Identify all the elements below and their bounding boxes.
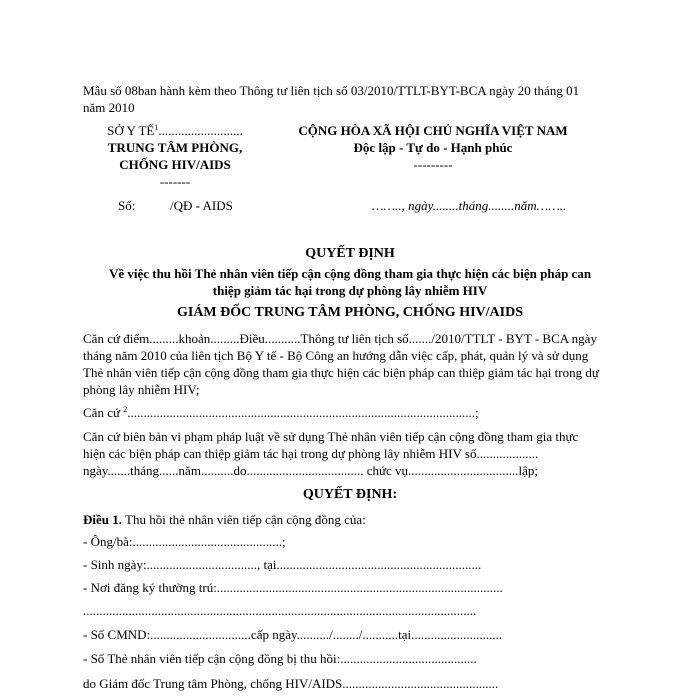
basis-2-blank: ...........................................................................................................; — [127, 405, 479, 420]
ministry-line — [90, 123, 260, 139]
issuing-authority: GIÁM ĐỐC TRUNG TÂM PHÒNG, CHỐNG HIV/AIDS — [176, 305, 523, 320]
article-1-text: Thu hồi thẻ nhân viên tiếp cận cộng đồng của: — [122, 512, 366, 527]
decision-subject-line-1: Về việc thu hồi Thẻ nhân viên tiếp cận cộng đồng tham gia thực hiện các biện pháp can — [108, 266, 592, 281]
field-full-name: - Ông/bà:..............................................; — [83, 534, 286, 549]
article-1-label: Điều 1. — [83, 512, 122, 527]
organization-line-1: TRUNG TÂM PHÒNG, — [107, 140, 243, 155]
field-revoked-card-number: - Số Thẻ nhân viên tiếp cận cộng đồng bị thu hồi:.......................................... — [83, 651, 477, 666]
national-motto: Độc lập - Tự do - Hạnh phúc — [353, 140, 513, 155]
document-number-label: Số: — [118, 198, 136, 213]
form-reference-line-1: Mẫu số 08ban hành kèm theo Thông tư liên tịch số 03/2010/TTLT-BYT-BCA ngày 20 tháng 01 — [83, 83, 580, 98]
field-residence-continuation: ......................................................................................................................... — [83, 603, 477, 618]
form-reference-line-2: năm 2010 — [83, 100, 135, 115]
decision-title: QUYẾT ĐỊNH — [305, 246, 395, 261]
basis-paragraph-1-line-2: tháng năm 2010 của liên tịch Bộ Y tế - Bộ Công an hướng dẫn việc cấp, phát, quản lý và sử dụng — [83, 348, 589, 363]
basis-paragraph-3-line-1: Căn cứ biên bản vi phạm pháp luật về sử dụng Thẻ nhân viên tiếp cận cộng đồng tham gia thực — [83, 429, 579, 444]
basis-paragraph-1-line-3: Thẻ nhân viên tiếp cận cộng đồng tham gia thực hiện các biện pháp can thiệp giảm tác hại trong dự — [83, 365, 599, 380]
basis-paragraph-2 — [83, 405, 479, 421]
decision-subject-line-2: thiệp giảm tác hại trong dự phòng lây nhiễm HIV — [212, 283, 488, 298]
basis-paragraph-3-line-2: hiện các biện pháp can thiệp giảm tác hại trong dự phòng lây nhiễm HIV số................... — [83, 446, 539, 461]
article-1 — [83, 512, 366, 528]
footnote-ref-2: 2 — [123, 405, 128, 414]
footnote-ref-1: 1 — [154, 123, 159, 132]
basis-2-label: Căn cứ — [83, 405, 121, 420]
basis-paragraph-1-line-1: Căn cứ điểm.........khoản.........Điều...........Thông tư liên tịch số......./2010/TTLT - BYT - BCA ngày — [83, 331, 597, 346]
left-header-rule: ------- — [159, 174, 191, 189]
ministry-label: SỞ Y TẾ — [107, 123, 155, 138]
place-date-line: …….., ngày........tháng........năm…….. — [372, 198, 567, 213]
decides-heading: QUYẾT ĐỊNH: — [302, 487, 398, 502]
field-issuing-director: do Giám đốc Trung tâm Phòng, chống HIV/AIDS................................................ — [83, 676, 499, 691]
right-header-rule: --------- — [413, 157, 453, 172]
field-id-card: - Số CMND:...............................cấp ngày........../......../...........tại............................ — [83, 627, 503, 642]
ministry-blank: .......................... — [158, 123, 243, 138]
basis-paragraph-1-line-4: phòng lây nhiễm HIV; — [83, 382, 200, 397]
field-permanent-residence: - Nơi đăng ký thường trú:........................................................................................ — [83, 580, 503, 595]
country-name: CỘNG HÒA XÃ HỘI CHỦ NGHĨA VIỆT NAM — [298, 123, 568, 138]
organization-line-2: CHỐNG HIV/AIDS — [119, 157, 231, 172]
basis-paragraph-3-line-3: ngày.......tháng......năm..........do.................................... chức vụ..................................lập; — [83, 463, 539, 478]
field-date-of-birth: - Sinh ngày:.................................., tại............................................................... — [83, 557, 482, 572]
document-number-suffix: /QĐ - AIDS — [170, 198, 233, 213]
